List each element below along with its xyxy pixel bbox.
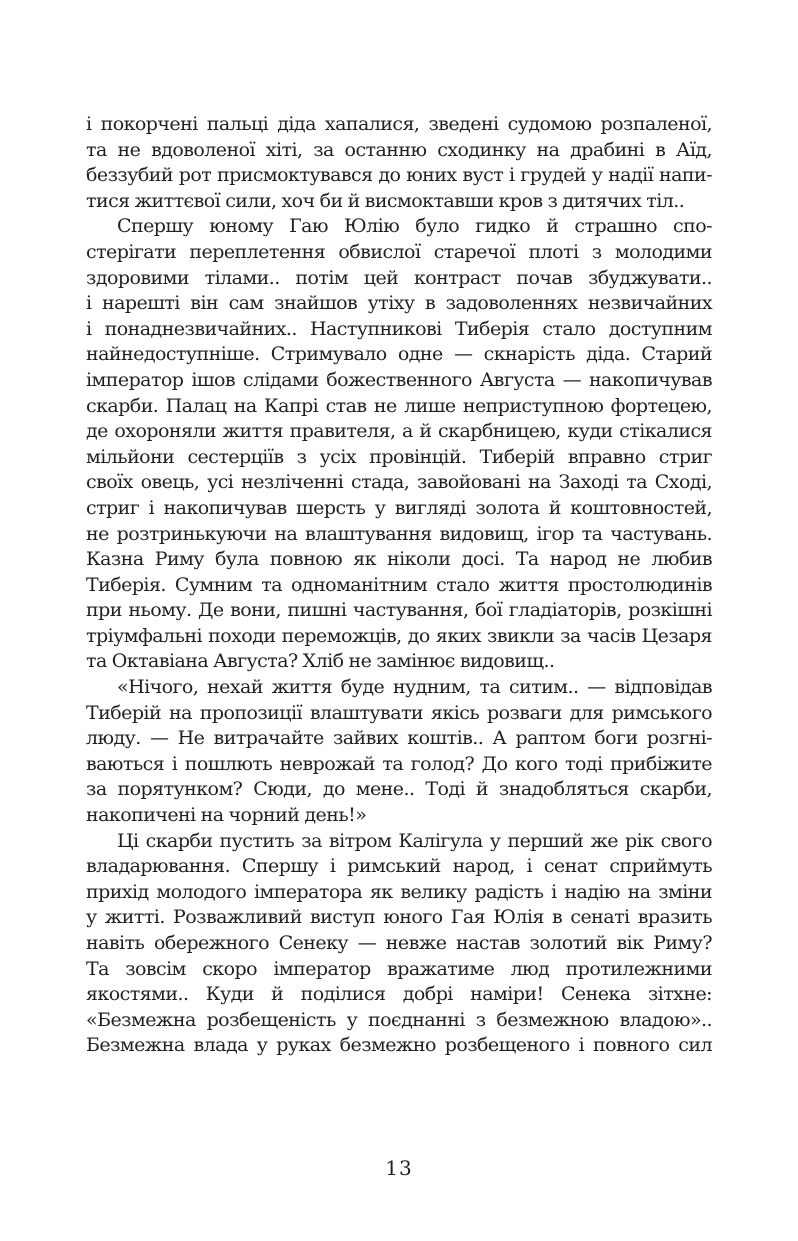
text-line: навіть обережного Сенеку — невже настав золотий вік Риму? — [86, 932, 712, 954]
text-line: Казна Риму була повною як ніколи досі. Та народ не любив — [86, 548, 712, 571]
paragraph-start-line: «Нічого, нехай життя буде нудним, та ситим.. — відповідав — [117, 676, 712, 699]
text-line: де охороняли життя правителя, а й скарбницею, куди стікалися — [86, 420, 712, 443]
text-line: за порятунком? Сюди, до мене.. Тоді й знадобляться скарби, — [86, 778, 712, 801]
text-line: найнедоступніше. Стримувало одне — скнарість діда. Старий — [86, 343, 712, 366]
text-line: імператор ішов слідами божественного Августа — накопичував — [86, 368, 712, 391]
text-line: при ньому. Де вони, пишні частування, бої гладіаторів, розкішні — [86, 599, 712, 622]
paragraph-start-line: Спершу юному Гаю Юлію було гидко й страшно спо- — [117, 215, 712, 238]
text-line: якостями.. Куди й поділися добрі наміри! Сенека зітхне: — [86, 983, 712, 1006]
text-line: Безмежна влада у руках безмежно розбещеного і повного сил — [86, 1034, 712, 1057]
text-line: своїх овець, усі незліченні стада, завойовані на Заході та Сході, — [86, 471, 712, 494]
text-line: тріумфальні походи переможців, до яких звикли за часів Цезаря — [86, 624, 712, 647]
text-line: і нарешті він сам знайшов утіху в задоволеннях незвичайних — [86, 292, 712, 315]
body-text — [86, 112, 712, 1059]
text-line: мільйони сестерціїв з усіх провінцій. Тиберій вправно стриг — [86, 445, 712, 468]
text-line: у житті. Розважливий виступ юного Гая Юлія в сенаті вразить — [86, 906, 712, 929]
text-line: стерігати переплетення обвислої старечої плоті з молодими — [86, 240, 712, 263]
text-line: беззубий рот присмоктувався до юних вуст і грудей у надії напи- — [86, 164, 712, 187]
text-line: накопичені на чорний день!» — [86, 804, 367, 827]
paragraph-start-line: Ці скарби пустить за вітром Калігула у перший же рік свого — [117, 829, 712, 852]
text-line: владарювання. Спершу і римський народ, і сенат сприймуть — [86, 855, 712, 878]
text-line: та не вдоволеної хіті, за останню сходинку на драбині в Аїд, — [86, 138, 712, 161]
page-number: 13 — [385, 1156, 413, 1180]
text-line: здоровими тілами.. потім цей контраст почав збуджувати.. — [86, 266, 712, 289]
text-line: стриг і накопичував шерсть у вигляді золота й коштовностей, — [86, 496, 712, 519]
text-line: Тиберія. Сумним та одноманітним стало життя простолюдинів — [86, 573, 712, 596]
text-line: і понаднезвичайних.. Наступникові Тиберія стало доступним — [86, 317, 712, 340]
text-line: скарби. Палац на Капрі став не лише неприступною фортецею, — [86, 394, 712, 417]
text-line: прихід молодого імператора як велику радість і надію на зміни — [86, 880, 712, 903]
text-line: ваються і пошлють неврожай та голод? До кого тоді прибіжите — [86, 752, 712, 775]
text-line: і покорчені пальці діда хапалися, зведені судомою розпаленої, — [86, 113, 712, 135]
text-line: Та зовсім скоро імператор вражатиме люд протилежними — [86, 957, 712, 980]
text-line: «Безмежна розбещеність у поєднанні з безмежною владою».. — [86, 1008, 712, 1031]
text-line: не розтринькуючи на влаштування видовищ, ігор та частувань. — [86, 522, 712, 545]
text-line: Тиберій на пропозиції влаштувати якісь розваги для римського — [86, 701, 712, 724]
text-line: тися життєвої сили, хоч би й висмоктавши кров з дитячих тіл.. — [86, 189, 685, 212]
text-line: люду. — Не витрачайте зайвих коштів.. А раптом боги розгні- — [86, 727, 712, 750]
text-line: та Октавіана Августа? Хліб не замінює видовищ.. — [86, 650, 555, 673]
